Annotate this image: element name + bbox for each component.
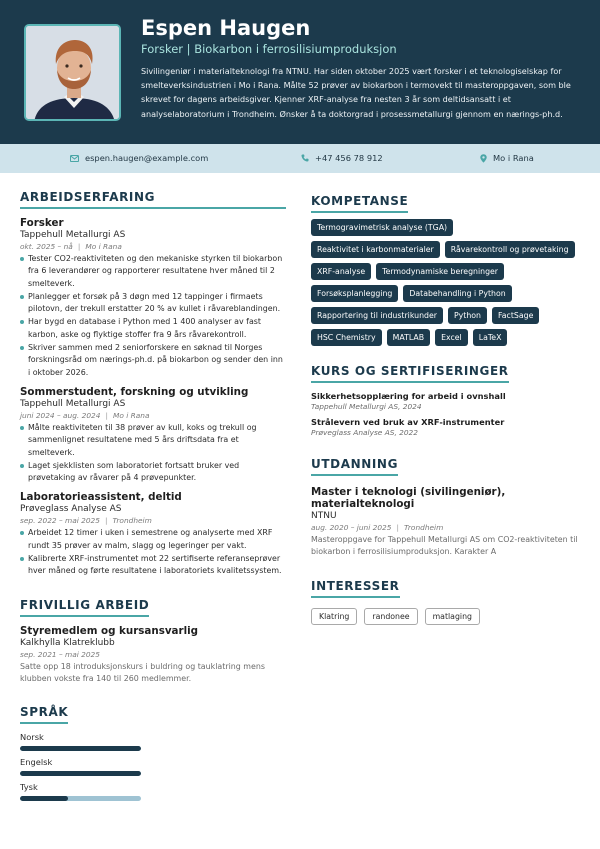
skill-tag: HSC Chemistry xyxy=(311,329,382,346)
job-entry xyxy=(20,217,286,379)
course-meta: Prøveglass Analyse AS, 2022 xyxy=(311,428,418,437)
course-item xyxy=(311,391,581,411)
contact-phone[interactable] xyxy=(301,153,383,163)
language-name: Engelsk xyxy=(20,757,53,768)
language-name: Tysk xyxy=(20,782,38,793)
courses-section xyxy=(311,360,581,437)
job-bullet: Kalibrerte XRF-instrumentet mot 22 sertifiserte referanseprøver hver måned og førte resultatene i laboratoriets kvalitetssystem. xyxy=(20,553,286,578)
volunteer-org: Kalkhylla Klatreklubb xyxy=(20,637,115,648)
job-location: Trondheim xyxy=(112,516,152,526)
language-level-bar xyxy=(20,771,141,776)
section-title-skills: KOMPETANSE xyxy=(311,194,408,213)
candidate-title: Forsker | Biokarbon i ferrosilisiumproduksjon xyxy=(141,42,397,56)
interest-tag: matlaging xyxy=(425,608,480,625)
job-bullets xyxy=(20,527,286,577)
job-company: Tappehull Metallurgi AS xyxy=(20,398,126,409)
profile-summary: Sivilingeniør i materialteknologi fra NTNU. Har siden oktober 2025 vært forsker i et teknologiselskap for smelteverksindustrien i Mo i Rana. Målte 52 prøver av biokarbon i termovekt til masteroppgaven, som ble skrevet for dagens arbeidsgiver. Kjenner XRF-analyse fra nesten 3 år som deltidsansatt i et analyselaboratorium i Trondheim. Ønsker å ta doktorgrad i prosessmetallurgi gjennom en nærings-ph.d. xyxy=(141,66,571,119)
course-meta: Tappehull Metallurgi AS, 2024 xyxy=(311,402,422,411)
job-bullet: Arbeidet 12 timer i uken i semestrene og analyserte med XRF rundt 35 prøver av malm, slagg og legeringer per vakt. xyxy=(20,527,286,552)
job-date: okt. 2025 – nå xyxy=(20,242,73,251)
job-location: Mo i Rana xyxy=(112,410,150,420)
interest-list xyxy=(311,608,581,625)
skill-tag: Reaktivitet i karbonmaterialer xyxy=(311,241,440,258)
course-item xyxy=(311,417,581,437)
job-bullet: Skriver sammen med 2 seniorforskere en søknad til Norges forskningsråd om nærings-ph.d. på biokarbon og sender den inn i oktober 2026. xyxy=(20,342,286,379)
language-level-fill xyxy=(20,796,68,801)
contact-phone-text: +47 456 78 912 xyxy=(315,153,383,163)
education-entry xyxy=(311,486,581,559)
volunteer-description: Satte opp 18 introduksjonskurs i buldring og tauklatring mens klubben vokste fra 140 til 260 medlemmer. xyxy=(20,661,265,683)
language-list xyxy=(20,732,286,801)
job-company: Prøveglass Analyse AS xyxy=(20,504,122,515)
job-bullet: Målte reaktiviteten til 38 prøver av kull, koks og trekull og sammenlignet resultatene med 5 års driftsdata fra et smelteverk. xyxy=(20,422,286,459)
section-title-education: UTDANNING xyxy=(311,457,398,476)
language-level-bar xyxy=(20,796,141,801)
candidate-name: Espen Haugen xyxy=(141,16,311,40)
education-meta xyxy=(311,523,581,532)
section-title-interests: INTERESSER xyxy=(311,579,400,598)
skill-tag: Råvarekontroll og prøvetaking xyxy=(445,241,575,258)
job-bullet: Laget sjekklisten som laboratoriet fortsatt bruker ved prøvetaking av råvarer på 4 prøvepunkter. xyxy=(20,460,286,485)
section-title-experience: ARBEIDSERFARING xyxy=(20,190,286,209)
course-title: Strålevern ved bruk av XRF-instrumenter xyxy=(311,417,505,427)
job-bullet: Planlegger et forsøk på 3 døgn med 12 tappinger i firmaets pilotovn, der trekull erstatter 20 % av kullet i råvareblandingen. xyxy=(20,291,286,316)
languages-section xyxy=(20,701,286,801)
skill-tag: XRF-analyse xyxy=(311,263,371,280)
right-column xyxy=(311,190,581,625)
profile-photo-image xyxy=(26,26,121,121)
meta-separator: | xyxy=(105,410,108,420)
mail-icon xyxy=(70,155,79,162)
job-date: sep. 2022 – mai 2025 xyxy=(20,516,100,526)
job-title: Sommerstudent, forskning og utvikling xyxy=(20,385,249,398)
job-meta xyxy=(20,411,286,420)
job-meta xyxy=(20,242,286,251)
language-item xyxy=(20,782,286,801)
language-item xyxy=(20,757,286,776)
skill-tag: Termodynamiske beregninger xyxy=(376,263,504,280)
education-degree: Master i teknologi (sivilingeniør), materialteknologi xyxy=(311,486,506,510)
location-pin-icon xyxy=(480,154,487,163)
profile-photo xyxy=(24,24,121,121)
language-level-fill xyxy=(20,746,141,751)
language-level-bar xyxy=(20,746,141,751)
job-title: Forsker xyxy=(20,217,64,229)
education-school: NTNU xyxy=(311,511,337,521)
skill-tag: Excel xyxy=(435,329,468,346)
skill-tag: Databehandling i Python xyxy=(403,285,511,302)
left-column xyxy=(20,190,286,807)
interest-tag: randonee xyxy=(364,608,417,625)
skill-tag: Rapportering til industrikunder xyxy=(311,307,443,324)
skill-tag: LaTeX xyxy=(473,329,508,346)
resume-header xyxy=(0,0,600,144)
language-item xyxy=(20,732,286,751)
phone-icon xyxy=(301,154,309,162)
interests-section xyxy=(311,575,581,625)
skill-tag: Termogravimetrisk analyse (TGA) xyxy=(311,219,453,236)
job-entry xyxy=(20,491,286,577)
education-location: Trondheim xyxy=(403,523,444,532)
meta-separator: | xyxy=(77,242,81,251)
job-entry xyxy=(20,386,286,484)
meta-separator: | xyxy=(104,516,108,526)
job-date: juni 2024 – aug. 2024 xyxy=(20,410,101,420)
section-title-languages: SPRÅK xyxy=(20,705,68,724)
volunteer-entry xyxy=(20,625,286,686)
skill-tag: Python xyxy=(448,307,487,324)
job-bullets xyxy=(20,253,286,379)
section-title-volunteer: FRIVILLIG ARBEID xyxy=(20,598,149,617)
job-bullet: Har bygd en database i Python med 1 400 analyser av fast karbon, aske og flyktige stoffer fra 9 års råvarekontroll. xyxy=(20,316,286,341)
meta-separator: | xyxy=(396,523,399,532)
skill-tag: FactSage xyxy=(492,307,539,324)
education-section xyxy=(311,453,581,559)
education-date: aug. 2020 – juni 2025 xyxy=(311,523,392,532)
job-meta xyxy=(20,516,286,525)
volunteer-section xyxy=(20,594,286,686)
contact-email-text: espen.haugen@example.com xyxy=(85,153,209,163)
job-location: Mo i Rana xyxy=(85,242,122,251)
contact-email[interactable] xyxy=(70,153,208,163)
skill-tag: MATLAB xyxy=(387,329,430,346)
interest-tag: Klatring xyxy=(311,608,357,625)
skill-tags xyxy=(311,219,581,346)
contact-location xyxy=(480,153,534,163)
language-level-fill xyxy=(20,771,141,776)
job-bullet: Tester CO2-reaktiviteten og den mekaniske styrken til biokarbon fra 6 leverandører og rapporterer resultatene hver måned til 2 smelteverk. xyxy=(20,253,286,290)
course-title: Sikkerhetsopplæring for arbeid i ovnshall xyxy=(311,391,506,401)
education-description: Masteroppgave for Tappehull Metallurgi AS om CO2-reaktiviteten til biokarbon i ferrosilisiumproduksjon. Karakter A xyxy=(311,535,578,557)
job-company: Tappehull Metallurgi AS xyxy=(20,230,126,240)
section-title-courses: KURS OG SERTIFISERINGER xyxy=(311,364,509,383)
skill-tag: Forsøksplanlegging xyxy=(311,285,398,302)
volunteer-date: sep. 2021 – mai 2025 xyxy=(20,649,100,659)
contact-location-text: Mo i Rana xyxy=(493,153,534,163)
language-name: Norsk xyxy=(20,732,44,743)
job-title: Laboratorieassistent, deltid xyxy=(20,491,182,504)
contact-bar xyxy=(0,144,600,173)
volunteer-title: Styremedlem og kursansvarlig xyxy=(20,624,199,637)
job-bullets xyxy=(20,422,286,484)
